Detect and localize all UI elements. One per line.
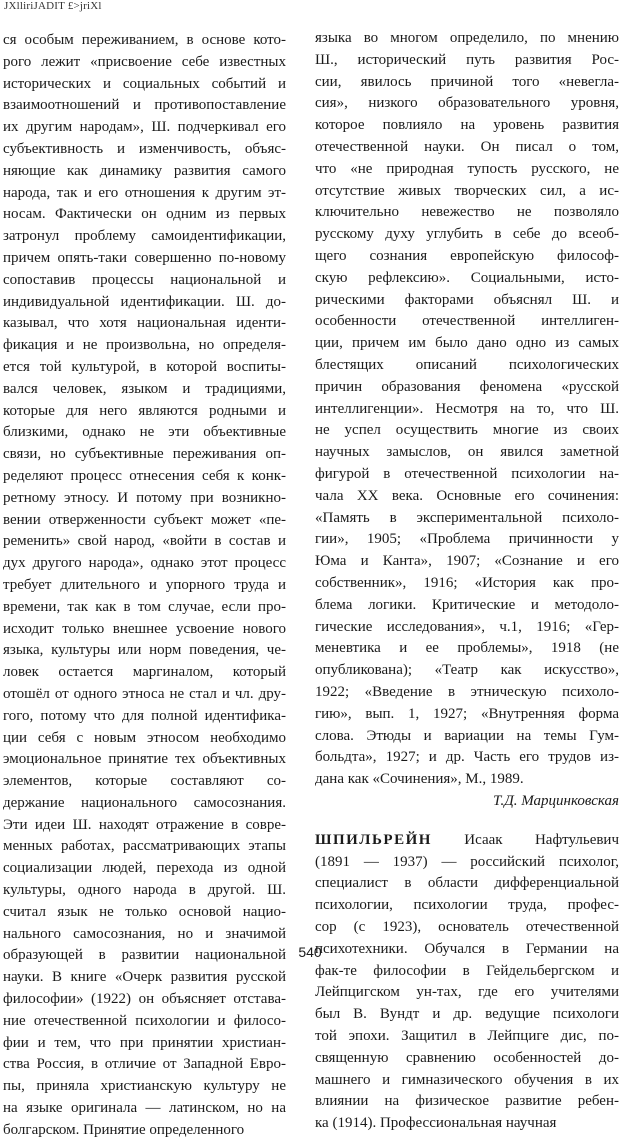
text-line: влиянии на физическое развитие ребен-: [315, 1093, 619, 1110]
text-line: скую рефлексию». Социальными, исто-: [315, 269, 619, 286]
text-line: гию», вып. 1, 1927; «Внутренняя форма: [315, 705, 619, 722]
text-line: отошёл от одного этноса не стал и чл. дру-: [3, 685, 286, 702]
text-line: Ш., исторический путь развития Рос-: [315, 51, 619, 68]
text-line: связи, но субъективные переживания оп-: [3, 446, 286, 463]
text-line: эмоциональное принятие тех объективных: [3, 751, 286, 768]
text-line: субъективность и изменчивость, объяс-: [3, 140, 286, 157]
text-line: ретному этносу. И потому при возникно-: [3, 489, 286, 506]
text-line: опубликована); «Театр как искусство»,: [315, 662, 619, 679]
entry-heading-line: [315, 830, 619, 852]
text-line: которое повлияло на уровень развития: [315, 117, 619, 134]
text-line: гические исследования», ч.1, 1916; «Гер-: [315, 618, 619, 635]
text-line: (1891 — 1937) — российский психолог,: [315, 853, 619, 870]
text-line: близкими, однако не эти объективные: [3, 424, 286, 441]
text-line: элементов, которые составляют со-: [3, 773, 286, 790]
text-line: социализации людей, перехода из одной: [3, 860, 286, 877]
text-line: причин образования феномена «русской: [315, 378, 619, 395]
left-column: [3, 30, 286, 1142]
text-line: русскому духу углубить в себе до всеоб-: [315, 226, 619, 243]
text-line: Эти идеи Ш. находят отражение в совре-: [3, 816, 286, 833]
text-line: дана как «Сочинения», М., 1989.: [315, 771, 524, 788]
text-line: менных работах, рассматривающих этапы: [3, 838, 286, 855]
text-line: отсутствие живых творческих сил, а ис-: [315, 182, 619, 199]
text-line: ства Россия, в отличие от Западной Евро-: [3, 1056, 286, 1073]
text-line: щего сознания европейскую философ-: [315, 247, 619, 264]
text-line: науки. В книге «Очерк развития русской: [3, 969, 286, 986]
right-column: [315, 28, 619, 1135]
text-line: блестящих описаний психологических: [315, 356, 619, 373]
text-line: ции, причем им было дано одно из самых: [315, 335, 619, 352]
text-line: сии, явилось причиной того «невегла-: [315, 73, 619, 90]
text-line: народа, так и его отношения к другим эт-: [3, 184, 286, 201]
entry-name: Исаак Нафтульевич: [464, 831, 620, 848]
text-line: дух другого народа», однако этот процесс: [3, 555, 286, 572]
text-line: которые для него являются родными и: [3, 402, 286, 419]
text-line: психотехники. Обучался в Германии на: [315, 940, 619, 957]
text-line: отечественной науки. Он писал о том,: [315, 138, 619, 155]
text-line: культуры, одного народа в другой. Ш.: [3, 882, 286, 899]
text-line: затронул проблему самоидентификации,: [3, 228, 286, 245]
text-line: вении отверженности субъект может «пе-: [3, 511, 286, 528]
text-line: сор (с 1923), основатель отечественной: [315, 919, 619, 936]
text-line: исходит только внешнее усвоение нового: [3, 620, 286, 637]
text-line: блема логики. Критические и методоло-: [315, 596, 619, 613]
text-line: требует длительного и упорного труда и: [3, 576, 286, 593]
text-line: языка во многом определило, по мнению: [315, 30, 619, 46]
text-line: ся особым переживанием, в основе кото-: [3, 32, 286, 48]
text-line: их другим народам», Ш. подчеркивал его: [3, 119, 286, 136]
text-line: интеллигенции». Несмотря на то, что Ш.: [315, 400, 619, 417]
text-line: ременить» свой народ, «войти в состав и: [3, 533, 286, 550]
author-signature: Т.Д. Марцинковская: [493, 792, 619, 809]
text-line: психологии, психологии труда, профес-: [315, 897, 619, 914]
text-line: Юма и Канта», 1907; «Сознание и его: [315, 553, 619, 570]
text-line: не успел осуществить многие из своих: [315, 422, 619, 439]
text-line: казывал, что хотя национальная иденти-: [3, 315, 286, 332]
text-line: пы, приняла христианскую культуру не: [3, 1078, 286, 1095]
text-line: больдта», 1927; и др. Часть его трудов из-: [315, 749, 619, 766]
text-line: ции себя с новым этносом необходимо: [3, 729, 286, 746]
text-line: сопоставив процессы национальной и: [3, 271, 286, 288]
text-line: «Память в экспериментальной психоло-: [315, 509, 619, 526]
text-line: считал язык не только основой нацио-: [3, 903, 286, 920]
text-line: взаимоотношений и противопоставление: [3, 97, 286, 114]
text-line: исторических и социальных событий и: [3, 75, 286, 92]
text-line: был В. Вундт и др. ведущие психологи: [315, 1006, 619, 1023]
text-line: няющие как динамику развития самого: [3, 162, 286, 179]
text-line: чала XX века. Основные его сочинения:: [315, 487, 619, 504]
text-line: философии» (1922) он объясняет отстава-: [3, 991, 286, 1008]
text-line: болгарском. Принятие определенного: [3, 1121, 245, 1138]
text-line: гого, потому что для полной идентифика-: [3, 707, 286, 724]
text-line: специалист в области дифференциальной: [315, 875, 619, 892]
text-line: ловек остается маргиналом, который: [3, 664, 286, 681]
text-line: на языке оригинала — латинском, но на: [3, 1100, 286, 1117]
text-line: собственник», 1916; «История как про-: [315, 574, 619, 591]
text-line: ключительно невежество не позволяло: [315, 204, 619, 221]
text-line: той эпохи. Защитил в Лейпциге дис, по-: [315, 1028, 619, 1045]
text-line: вался человек, языком и традициями,: [3, 380, 286, 397]
text-line: сия», низкого образовательного уровня,: [315, 95, 619, 112]
text-line: нального самосознания, но и значимой: [3, 925, 286, 942]
text-line: образующей в развитии национальной: [3, 947, 286, 964]
text-line: ется той культурой, в которой воспиты-: [3, 358, 286, 375]
text-line: фигурой в отечественной психологии на-: [315, 465, 619, 482]
text-line: гии», 1905; «Проблема причинности у: [315, 531, 619, 548]
text-line: держание национального самосознания.: [3, 794, 286, 811]
entry-title: ШПИЛЬРЕЙН: [315, 831, 432, 848]
text-line: носам. Фактически он одним из первых: [3, 206, 286, 223]
text-line: языка, культуры или норм поведения, че-: [3, 642, 286, 659]
text-line: 1922; «Введение в этническую психоло-: [315, 683, 619, 700]
text-line: фии и тем, что при принятии христиан-: [3, 1034, 286, 1051]
text-line: особенности отечественной интеллиген-: [315, 313, 619, 330]
text-line: рическими факторами объяснял Ш. и: [315, 291, 619, 308]
page-number: 540: [298, 944, 322, 960]
text-line: ние отечественной психологии и филосо-: [3, 1012, 286, 1029]
text-line: фикация и не произвольна, но определя-: [3, 337, 286, 354]
text-line: фак-те философии в Гейдельбергском и: [315, 962, 619, 979]
text-line: научных замыслов, он явился заметной: [315, 444, 619, 461]
text-line: машнего и гимназического обучения в их: [315, 1071, 619, 1088]
text-line: времени, так как в том случае, если про-: [3, 598, 286, 615]
text-line: ка (1914). Профессиональная научная: [315, 1115, 557, 1132]
text-line: Лейпцигском ун-тах, где его учителями: [315, 984, 619, 1001]
text-line: слова. Этюды и вариации на темы Гум-: [315, 727, 619, 744]
text-line: индивидуальной идентификации. Ш. до-: [3, 293, 286, 310]
text-line: меневтика и ее проблемы», 1918 (не: [315, 640, 619, 657]
text-line: ределяют процесс отнесения себя к конк-: [3, 467, 286, 484]
text-line: рого лежит «присвоение себе известных: [3, 53, 286, 70]
text-line: что «не природная тупость русского, не: [315, 160, 619, 177]
running-header: JXlliriJADIT £>jriXl: [4, 0, 102, 12]
text-line: причем опять-таки совершенно по-новому: [3, 249, 286, 266]
text-line: священную сравнению особенностей до-: [315, 1049, 619, 1066]
